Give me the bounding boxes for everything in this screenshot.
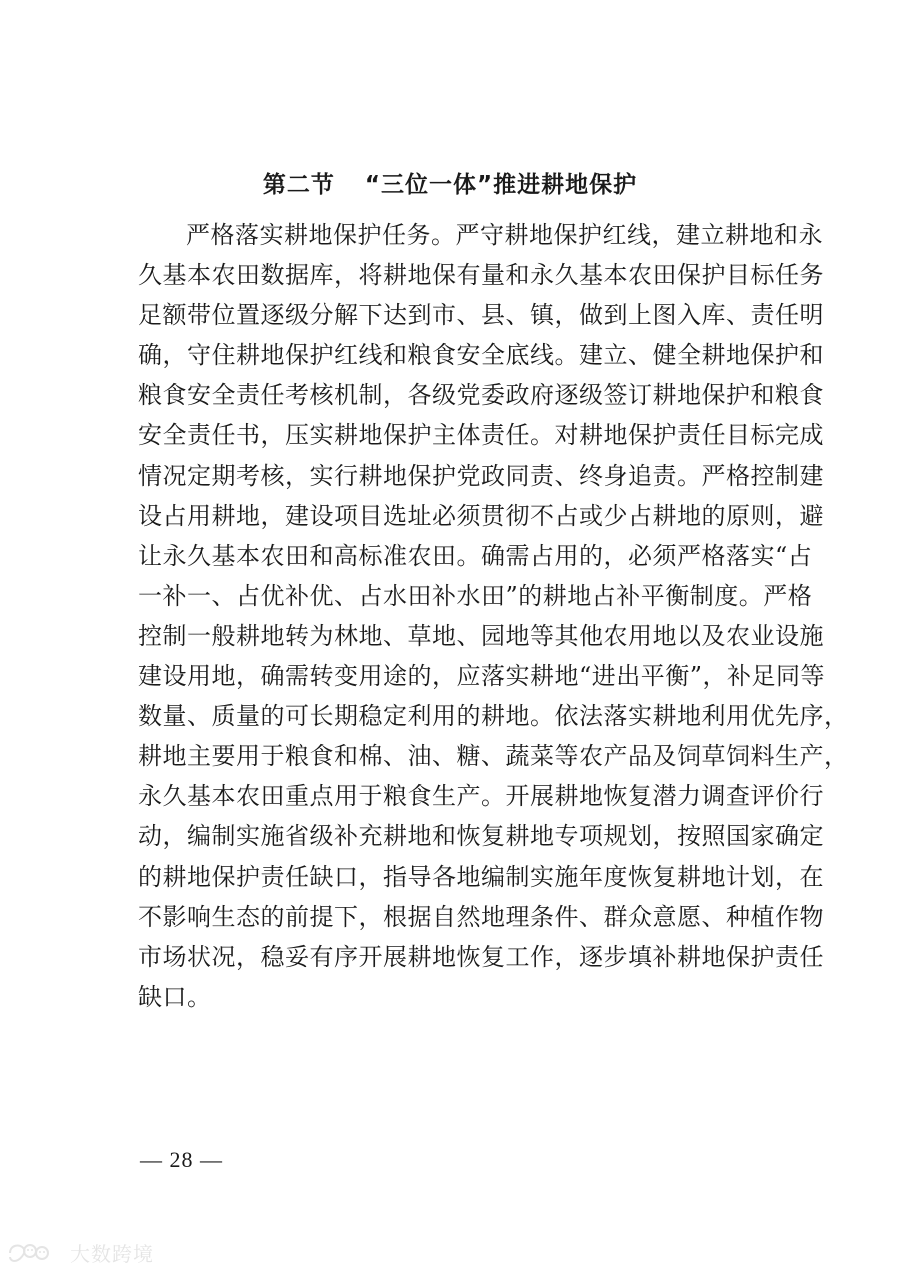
paragraph-line: 确，守住耕地保护红线和粮食安全底线。建立、健全耕地保护和 [138,341,824,370]
paragraph-line: 一补一、占优补优、占水田补水田”的耕地占补平衡制度。严格 [138,581,813,610]
paragraph-line: 耕地主要用于粮食和棉、油、糖、蔬菜等农产品及饲草饲料生产， [138,742,849,771]
paragraph-line: 设占用耕地，建设项目选址必须贯彻不占或少占耕地的原则，避 [138,501,824,530]
paragraph-line: 的耕地保护责任缺口，指导各地编制实施年度恢复耕地计划，在 [138,862,824,891]
watermark-logo-icon [6,1239,62,1267]
paragraph-line: 安全责任书，压实耕地保护主体责任。对耕地保护责任目标完成 [138,421,824,450]
watermark-text: 大数跨境 [70,1242,154,1266]
paragraph-line: 严格落实耕地保护任务。严守耕地保护红线，建立耕地和永 [186,221,823,249]
paragraph-line: 控制一般耕地转为林地、草地、园地等其他农用地以及农业设施 [138,621,824,650]
paragraph-line: 市场状况，稳妥有序开展耕地恢复工作，逐步填补耕地保护责任 [138,942,824,971]
paragraph-line: 情况定期考核，实行耕地保护党政同责、终身追责。严格控制建 [138,461,824,490]
paragraph-line: 让永久基本农田和高标准农田。确需占用的，必须严格落实“占 [138,541,813,570]
paragraph-line: 缺口。 [138,982,212,1011]
section-heading [0,166,900,199]
paragraph-line: 不影响生态的前提下，根据自然地理条件、群众意愿、种植作物 [138,902,824,931]
watermark [6,1238,154,1267]
section-number: 第二节 [262,172,335,198]
paragraph-line: 数量、质量的可长期稳定利用的耕地。依法落实耕地利用优先序， [138,702,849,731]
section-title-text: “三位一体”推进耕地保护 [364,172,638,198]
paragraph-line: 永久基本农田重点用于粮食生产。开展耕地恢复潜力调查评价行 [138,782,824,811]
paragraph-line: 动，编制实施省级补充耕地和恢复耕地专项规划，按照国家确定 [138,822,824,851]
paragraph-line: 建设用地，确需转变用途的，应落实耕地“进出平衡”，补足同等 [138,662,826,691]
page-number: — 28 — [140,1147,223,1172]
paragraph-line: 久基本农田数据库，将耕地保有量和永久基本农田保护目标任务 [138,261,824,290]
paragraph-line: 足额带位置逐级分解下达到市、县、镇，做到上图入库、责任明 [138,301,824,330]
body-paragraph [138,215,849,1017]
paragraph-line: 粮食安全责任考核机制，各级党委政府逐级签订耕地保护和粮食 [138,381,824,410]
